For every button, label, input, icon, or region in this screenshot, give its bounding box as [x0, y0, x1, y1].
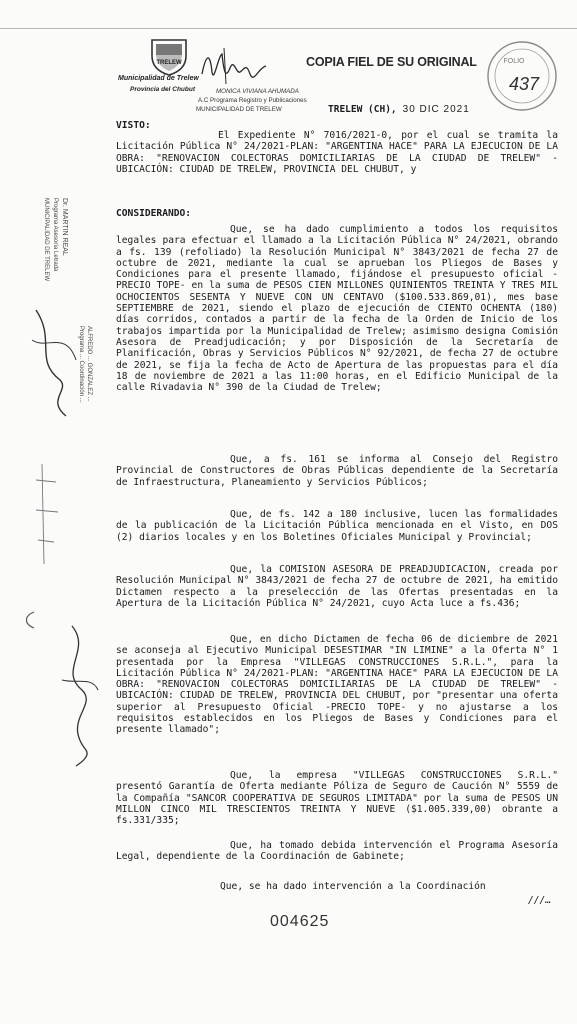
margin-stamp-2-line-2: Programa ... Coordinación ...	[78, 326, 84, 403]
margin-signature-2	[28, 460, 68, 570]
margin-stamp-1-line-1: Dr. MARTIN REAL	[61, 198, 68, 256]
paragraph-considerando-4: Que, la COMISION ASESORA DE PREADJUDICACION, creada por Resolución Municipal N° 3843/2021 de fecha 27 de octubre de 2021, ha emitido Dictamen respecto a la preselección de las Ofertas presentadas en la Apertura de la Licitación Pública N° 24/2021, cuyo Acta luce a fs.436;	[116, 564, 564, 609]
municipal-crest-icon	[148, 36, 190, 76]
paragraph-considerando-1: Que, se ha dado cumplimiento a todos los requisitos legales para efectuar el llamado a la Licitación Pública N° 24/2021, obrando a fs. 139 (refoliado) la Resolución Municipal N° 3843/2021 de fecha 27 de octubre de 2021, mediante la cual se aprueban los Pliegos de Bases y Condiciones para el presente llamado, fijándose el presupuesto oficial -PRECIO TOPE- en la suma de PESOS CIEN MILLONES QUINIENTOS TREINTA Y TRES MIL OCHOCIENTOS SESENTA Y NUEVE CON UN CENTAVO ($100.533.869,01), mes base SEPTIEMBRE de 2021, siendo el plazo de ejecución de CIENTO OCHENTA (180) días corridos, contados a partir de la fecha de la Orden de Inicio de los trabajos impartida por la Municipalidad de Trelew; asimismo designa Comisión Asesora de Preadjudicación; y por Disposición de la Secretaría de Planificación, Obras y Servicios Públicos N° 92/2021, de fecha 27 de octubre de 2021, se fija la fecha de Acto de Apertura de las propuestas para el día 18 de noviembre de 2021 a las 11:00 horas, en el Edificio Municipal de la calle Rivadavia N° 390 de la Ciudad de Trelew;	[116, 224, 564, 394]
paragraph-visto: El Expediente N° 7016/2021-0, por el cual se tramita la Licitación Pública N° 24/2021-PLAN: "ARGENTINA HACE" PARA LA EJECUCION DE LA OBRA: "RENOVACION COLECTORAS DOMICILIARIAS DE LA CIUDAD DE TRELEW" - UBICACIÓN: CIUDAD DE TRELEW, PROVINCIA DEL CHUBUT, y	[116, 130, 564, 175]
municipality-name: Municipalidad de Trelew	[118, 75, 199, 82]
date-handwritten: 30 DIC 2021	[402, 104, 470, 115]
clerk-signature	[196, 44, 276, 92]
visto-heading: VISTO:	[116, 120, 151, 131]
clerk-role: A.C Programa Registro y Publicaciones	[198, 97, 307, 104]
paragraph-considerando-6: Que, la empresa "VILLEGAS CONSTRUCCIONES S.R.L." presentó Garantía de Oferta mediante Póliza de Seguro de Caución N° 5559 de la Compañía "SANCOR COOPERATIVA DE SEGUROS LIMITADA" por la suma de PESOS UN MILLON CINCO MIL TRESCIENTOS TREINTA Y NUEVE ($1.005.339,00) obrante a fs.331/335;	[116, 770, 564, 827]
document-number: 004625	[270, 913, 330, 930]
paragraph-considerando-5: Que, en dicho Dictamen de fecha 06 de diciembre de 2021 se aconseja al Ejecutivo Municipal DESESTIMAR "IN LIMINE" a la Oferta N° 1 presentada por la Empresa "VILLEGAS CONSTRUCCIONES S.R.L.", para la Licitación Pública N° 24/2021-PLAN: "ARGENTINA HACE" PARA LA EJECUCION DE LA OBRA: "RENOVACION COLECTORAS DOMICILIARIAS DE LA CIUDAD DE TRELEW" - UBICACIÓN: CIUDAD DE TRELEW, PROVINCIA DEL CHUBUT, por "presentar una oferta superior al Presupuesto Oficial -PRECIO TOPE- y no ajustarse a los requisitos establecidos en los Pliegos de Bases y Condiciones para el presente llamado";	[116, 634, 564, 736]
margin-stamp-1-line-2: Programa Asesoría Letrada	[52, 198, 58, 272]
left-margin-annotations	[0, 150, 110, 790]
paragraph-considerando-8: Que, se ha dado intervención a la Coordinación	[220, 881, 486, 892]
paragraph-considerando-2: Que, a fs. 161 se informa al Consejo del Registro Provincial de Constructores de Obras Públicas dependiente de la Secretaría de Infraestructura, Planeamiento y Servicios Públicos;	[116, 454, 564, 488]
province-name: Provincia del Chubut	[130, 86, 196, 93]
folio-label: FOLIO	[503, 58, 525, 65]
crest-label: TRELEW	[156, 60, 182, 66]
continuation-mark: ///…	[528, 895, 552, 906]
margin-stamp-1-line-3: MUNICIPALIDAD DE TRELEW	[43, 198, 49, 282]
place: TRELEW (CH),	[328, 104, 397, 115]
folio-number: 437	[508, 74, 540, 94]
margin-mark	[22, 610, 38, 630]
paragraph-considerando-3: Que, de fs. 142 a 180 inclusive, lucen las formalidades de la publicación de la Licitación Pública mencionada en el Visto, en DOS (2) diarios locales y en los Boletines Oficiales Municipal y Provincial;	[116, 509, 564, 543]
folio-stamp	[484, 38, 560, 114]
margin-stamp-2-line-1: ALFREDO ... GONZALEZ ...	[86, 326, 92, 402]
place-date	[328, 104, 470, 115]
margin-signature-3	[52, 620, 104, 770]
margin-signature-1	[26, 300, 86, 420]
clerk-office: MUNICIPALIDAD DE TRELEW	[196, 106, 282, 113]
top-rule	[0, 28, 577, 29]
copy-certification-stamp: COPIA FIEL DE SU ORIGINAL	[306, 55, 477, 69]
clerk-name: MONICA VIVIANA AHUMADA	[216, 88, 299, 95]
paragraph-considerando-7: Que, ha tomado debida intervención el Programa Asesoría Legal, dependiente de la Coordinación de Gabinete;	[116, 840, 564, 863]
considerando-heading: CONSIDERANDO:	[116, 208, 192, 219]
